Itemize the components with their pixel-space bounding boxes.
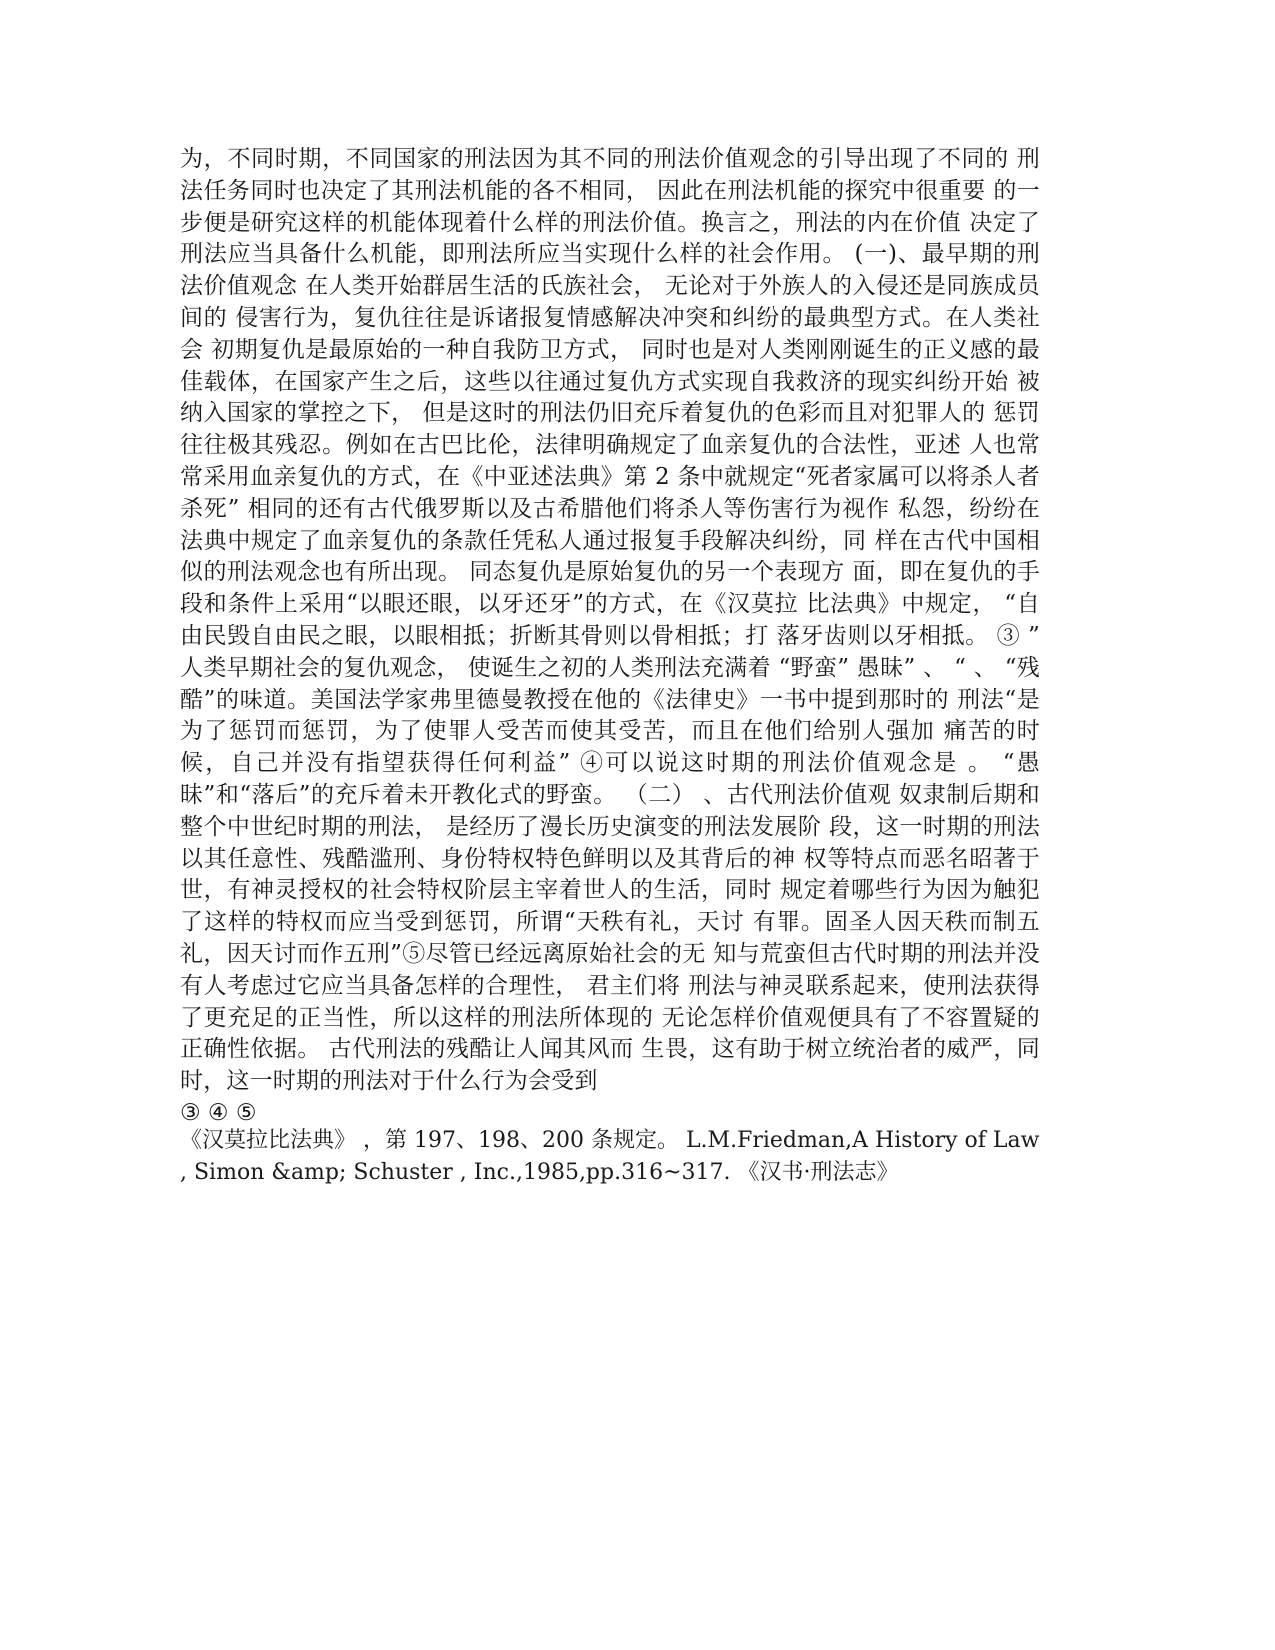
body-paragraph: 为，不同时期，不同国家的刑法因为其不同的刑法价值观念的引导出现了不同的 刑法任务同时也决定了其刑法机能的各不相同， 因此在刑法机能的探究中很重要 的一步便是研究这样的机能体现着什么样的刑法价值。换言之，刑法的内在价值 决定了刑法应当具备什么机能，即刑法所应当实现什么样的社会作用。 (一)、最早期的刑法价值观念 在人类开始群居生活的氏族社会， 无论对于外族人的入侵还是同族成员间的 侵害行为，复仇往往是诉诸报复情感解决冲突和纠纷的最典型方式。在人类社会 初期复仇是最原始的一种自我防卫方式， 同时也是对人类刚刚诞生的正义感的最 佳载体，在国家产生之后，这些以往通过复仇方式实现自我救济的现实纠纷开始 被纳入国家的掌控之下， 但是这时的刑法仍旧充斥着复仇的色彩而且对犯罪人的 惩罚往往极其残忍。例如在古巴比伦，法律明确规定了血亲复仇的合法性，亚述 人也常常采用血亲复仇的方式，在《中亚述法典》第 2 条中就规定“死者家属可以将杀人者杀死” 相同的还有古代俄罗斯以及古希腊他们将杀人等伤害行为视作 私怨，纷纷在法典中规定了血亲复仇的条款任凭私人通过报复手段解决纠纷，同 样在古代中国相似的刑法观念也有所出现。 同态复仇是原始复仇的另一个表现方 面，即在复仇的手段和条件上采用“以眼还眼，以牙还牙”的方式，在《汉莫拉 比法典》中规定， “自由民毁自由民之眼，以眼相抵；折断其骨则以骨相抵；打 落牙齿则以牙相抵。 ③ ” 人类早期社会的复仇观念， 使诞生之初的人类刑法充满着 “野蛮” 愚昧” 、 “ 、 “残酷”的味道。美国法学家弗里德曼教授在他的《法律史》一书中提到那时的 刑法“是为了惩罚而惩罚，为了使罪人受苦而使其受苦，而且在他们给别人强加 痛苦的时候，自己并没有指望获得任何利益” ④可以说这时期的刑法价值观念是 。 “愚昧”和“落后”的充斥着未开教化式的野蛮。 （二） 、古代刑法价值观 奴隶制后期和整个中世纪时期的刑法， 是经历了漫长历史演变的刑法发展阶 段，这一时期的刑法以其任意性、残酷滥刑、身份特权特色鲜明以及其背后的神 权等特点而恶名昭著于世，有神灵授权的社会特权阶层主宰着世人的生活，同时 规定着哪些行为因为触犯了这样的特权而应当受到惩罚，所谓“天秩有礼，天讨 有罪。固圣人因天秩而制五礼，因天讨而作五刑”⑤尽管已经远离原始社会的无 知与荒蛮但古代时期的刑法并没有人考虑过它应当具备怎样的合理性， 君主们将 刑法与神灵联系起来，使刑法获得了更充足的正当性，所以这样的刑法所体现的 无论怎样价值观便具有了不容置疑的正确性依据。 古代刑法的残酷让人闻其风而 生畏，这有助于树立统治者的威严，同时，这一时期的刑法对于什么行为会受到 (180, 146, 1040, 1095)
footnote-text: 《汉莫拉比法典》 ，第 197、198、200 条规定。 L.M.Friedman,A History of Law , Simon &amp; Schuster , Inc.,1985,pp.316~317. 《汉书·刑法志》 (180, 1128, 1040, 1185)
footnote-markers: ③ ④ ⑤ (180, 1099, 257, 1126)
document-page (180, 144, 1040, 1130)
